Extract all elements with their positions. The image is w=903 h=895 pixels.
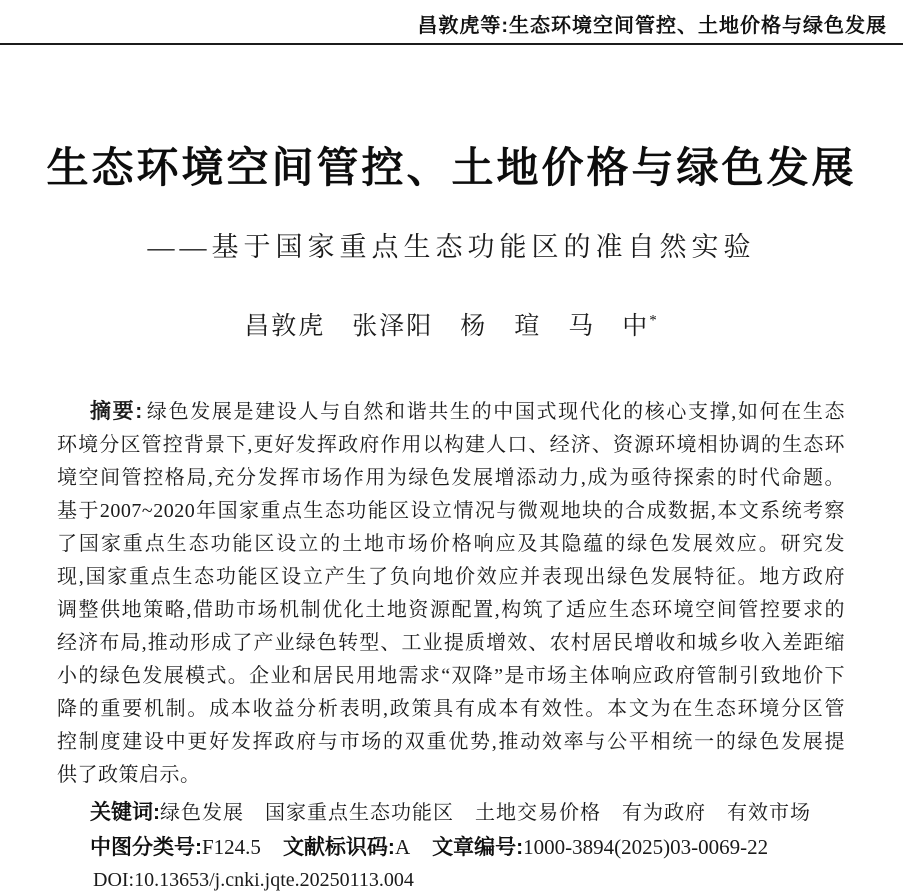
author-names: 昌敦虎 张泽阳 杨 瑄 马 中 [244,313,650,340]
abstract-line: 经济布局,推动形成了产业绿色转型、工业提质增效、农村居民增收和城乡收入差距缩 [57,632,845,654]
abstract-line: 调整供地策略,借助市场机制优化土地资源配置,构筑了适应生态环境空间管控要求的 [57,599,845,621]
abstract [57,395,845,792]
classification-line [57,830,845,865]
abstract-label: 摘要: [90,400,143,423]
doc-code-label: 文献标识码: [282,836,395,859]
abstract-line: 了国家重点生态功能区设立的土地市场价格响应及其隐蕴的绿色发展效应。研究发 [57,533,845,555]
doc-code-value: A [394,835,411,859]
doi-line: DOI:10.13653/j.cnki.jqte.20250113.004 [93,869,414,891]
abstract-line: 境空间管控格局,充分发挥市场作用为绿色发展增添动力,成为亟待探索的时代命题。 [57,467,845,489]
running-header: 昌敦虎等:生态环境空间管控、土地价格与绿色发展 [417,15,887,37]
clc-label: 中图分类号: [90,836,202,859]
abstract-line: 降的重要机制。成本收益分析表明,政策具有成本有效性。本文为在生态环境分区管 [57,698,845,720]
article-id-label: 文章编号: [432,836,524,859]
clc-group [90,837,261,859]
clc-value: F124.5 [202,835,261,859]
abstract-line: 环境分区管控背景下,更好发挥政府作用以构建人口、经济、资源环境相协调的生态环 [57,434,845,456]
header-rule [0,43,903,45]
abstract-line: 控制度建设中更好发挥政府与市场的双重优势,推动效率与公平相统一的绿色发展提 [57,731,845,753]
article-id-value: 1000-3894(2025)03-0069-22 [523,835,769,859]
doc-code-group [283,837,410,859]
abstract-line: 供了政策启示。 [57,764,201,786]
keywords-label: 关键词: [90,801,160,824]
keywords-values: 绿色发展 国家重点生态功能区 土地交易价格 有为政府 有效市场 [160,802,811,824]
abstract-line: 现,国家重点生态功能区设立产生了负向地价效应并表现出绿色发展特征。地方政府 [57,566,845,588]
keywords-line [57,796,845,830]
article-id-group [432,837,768,859]
abstract-line: 小的绿色发展模式。企业和居民用地需求“双降”是市场主体响应政府管制引致地价下 [57,665,845,687]
authors-line [0,309,903,345]
abstract-line: 摘要: 绿色发展是建设人与自然和谐共生的中国式现代化的核心支撑,如何在生态 [90,400,845,423]
paper-subtitle: ——基于国家重点生态功能区的准自然实验 [147,232,756,262]
authors-footnote-mark: * [649,312,659,329]
abstract-line: 基于2007~2020年国家重点生态功能区设立情况与微观地块的合成数据,本文系统考察 [57,500,845,522]
paper-title: 生态环境空间管控、土地价格与绿色发展 [46,146,857,192]
